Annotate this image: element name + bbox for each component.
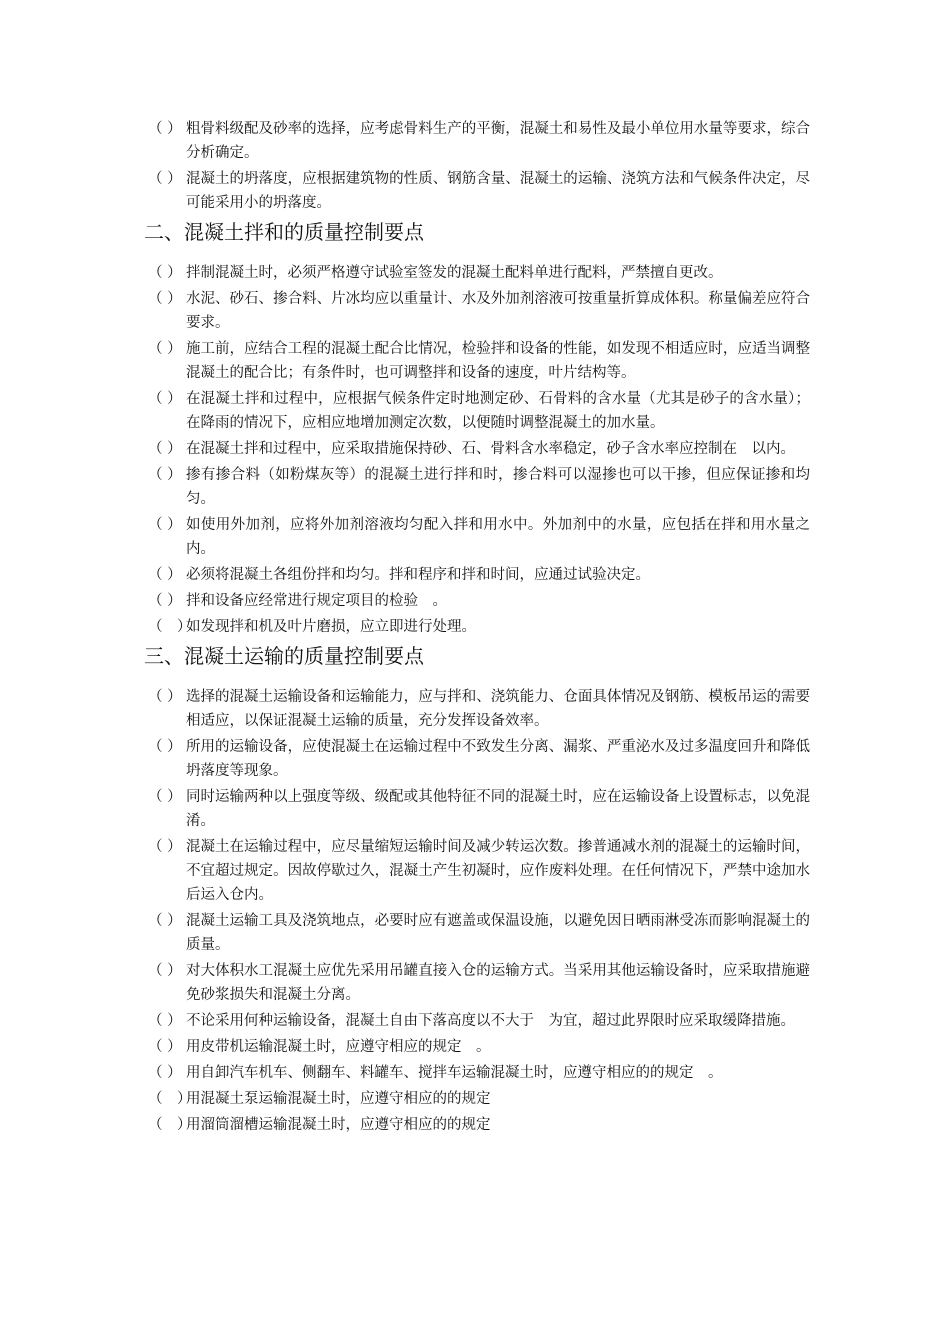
item-text: 施工前，应结合工程的混凝土配合比情况，检验拌和设备的性能，如发现不相适应时，应适当调整混凝土的配合比；有条件时，也可调整拌和设备的速度，叶片结构等。 (186, 341, 810, 381)
answer-bracket: （ ） (148, 171, 182, 187)
item-text: 同时运输两种以上强度等级、级配或其他特征不同的混凝土时，应在运输设备上设置标志，以免混淆。 (186, 789, 810, 829)
answer-bracket: （ ） (148, 619, 192, 635)
answer-bracket: （ ） (148, 567, 182, 583)
answer-bracket: （ ） (148, 121, 182, 137)
item-text: 对大体积水工混凝土应优先采用吊罐直接入仓的运输方式。当采用其他运输设备时，应采取措施避免砂浆损失和混凝土分离。 (186, 963, 810, 1003)
item-text: 在混凝土拌和过程中，应采取措施保持砂、石、骨料含水率稳定，砂子含水率应控制在 以内。 (186, 441, 795, 457)
answer-bracket: （ ） (148, 839, 182, 855)
list-item (148, 785, 810, 833)
item-text: 混凝土在运输过程中，应尽量缩短运输时间及减少转运次数。掺普通减水剂的混凝土的运输时间，不宜超过规定。因故停歇过久，混凝土产生初凝时，应作废料处理。在任何情况下，严禁中途加水后运入仓内。 (186, 839, 810, 903)
list-item (148, 287, 810, 335)
list-item (148, 1087, 810, 1111)
answer-bracket: （ ） (148, 391, 182, 407)
item-text: 在混凝土拌和过程中，应根据气候条件定时地测定砂、石骨料的含水量（尤其是砂子的含水量）；在降雨的情况下，应相应地增加测定次数，以便随时调整混凝土的加水量。 (186, 391, 810, 431)
answer-bracket: （ ） (148, 789, 182, 805)
answer-bracket: （ ） (148, 1039, 182, 1055)
item-text: 所用的运输设备，应使混凝土在运输过程中不致发生分离、漏浆、严重泌水及过多温度回升和降低坍落度等现象。 (186, 739, 810, 779)
list-item (148, 337, 810, 385)
item-text: 必须将混凝土各组份拌和均匀。拌和程序和拌和时间，应通过试验决定。 (186, 567, 650, 583)
list-item (148, 463, 810, 511)
list-item (148, 1035, 810, 1059)
answer-bracket: （ ） (148, 593, 182, 609)
item-text: 混凝土运输工具及浇筑地点，必要时应有遮盖或保温设施，以避免因日晒雨淋受冻而影响混凝土的质量。 (186, 913, 810, 953)
list-item (148, 685, 810, 733)
list-item (148, 1113, 810, 1137)
answer-bracket: （ ） (148, 517, 182, 533)
item-text: 水泥、砂石、掺合料、片冰均应以重量计、水及外加剂溶液可按重量折算成体积。称量偏差应符合要求。 (186, 291, 810, 331)
item-text: 混凝土的坍落度，应根据建筑物的性质、钢筋含量、混凝土的运输、浇筑方法和气候条件决定，尽可能采用小的坍落度。 (186, 171, 810, 211)
answer-bracket: （ ） (148, 265, 182, 281)
answer-bracket: （ ） (148, 1117, 192, 1133)
item-text: 用皮带机运输混凝土时，应遵守相应的规定 。 (186, 1039, 491, 1055)
answer-bracket: （ ） (148, 1091, 192, 1107)
item-text: 粗骨料级配及砂率的选择，应考虑骨料生产的平衡，混凝土和易性及最小单位用水量等要求，综合分析确定。 (186, 121, 810, 161)
item-text: 拌制混凝土时，必须严格遵守试验室签发的混凝土配料单进行配料，严禁擅自更改。 (186, 265, 723, 281)
list-item (148, 387, 810, 435)
section-heading: 二、混凝土拌和的质量控制要点 (144, 220, 424, 244)
list-item (148, 167, 810, 215)
answer-bracket: （ ） (148, 913, 182, 929)
answer-bracket: （ ） (148, 467, 182, 483)
list-item (148, 261, 810, 285)
answer-bracket: （ ） (148, 963, 182, 979)
list-item (148, 835, 810, 907)
list-item (148, 909, 810, 957)
answer-bracket: （ ） (148, 739, 182, 755)
answer-bracket: （ ） (148, 1065, 182, 1081)
list-item (148, 563, 810, 587)
list-item (148, 589, 810, 613)
answer-bracket: （ ） (148, 291, 182, 307)
list-item (148, 615, 810, 639)
list-item (148, 959, 810, 1007)
item-text: 拌和设备应经常进行规定项目的检验 。 (186, 593, 447, 609)
item-text: 如发现拌和机及叶片磨损，应立即进行处理。 (186, 619, 476, 635)
item-text: 不论采用何种运输设备，混凝土自由下落高度以不大于 为宜，超过此界限时应采取缓降措施。 (186, 1013, 795, 1029)
list-item (148, 1009, 810, 1033)
item-text: 选择的混凝土运输设备和运输能力，应与拌和、浇筑能力、仓面具体情况及钢筋、模板吊运的需要相适应，以保证混凝土运输的质量，充分发挥设备效率。 (186, 689, 810, 729)
answer-bracket: （ ） (148, 441, 182, 457)
list-item (148, 117, 810, 165)
answer-bracket: （ ） (148, 1013, 182, 1029)
item-text: 掺有掺合料（如粉煤灰等）的混凝土进行拌和时，掺合料可以湿掺也可以干掺，但应保证掺和均匀。 (186, 467, 810, 507)
list-item (148, 513, 810, 561)
list-item (148, 1061, 810, 1085)
document-body (144, 117, 810, 1139)
item-text: 用溜筒溜槽运输混凝土时，应遵守相应的的规定 (186, 1117, 491, 1133)
answer-bracket: （ ） (148, 341, 182, 357)
section-heading: 三、混凝土运输的质量控制要点 (144, 644, 424, 668)
item-text: 用自卸汽车机车、侧翻车、料罐车、搅拌车运输混凝土时，应遵守相应的的规定 。 (186, 1065, 723, 1081)
item-text: 如使用外加剂，应将外加剂溶液均匀配入拌和用水中。外加剂中的水量，应包括在拌和用水量之内。 (186, 517, 810, 557)
list-item (148, 437, 810, 461)
answer-bracket: （ ） (148, 689, 182, 705)
item-text: 用混凝土泵运输混凝土时，应遵守相应的的规定 (186, 1091, 491, 1107)
list-item (148, 735, 810, 783)
